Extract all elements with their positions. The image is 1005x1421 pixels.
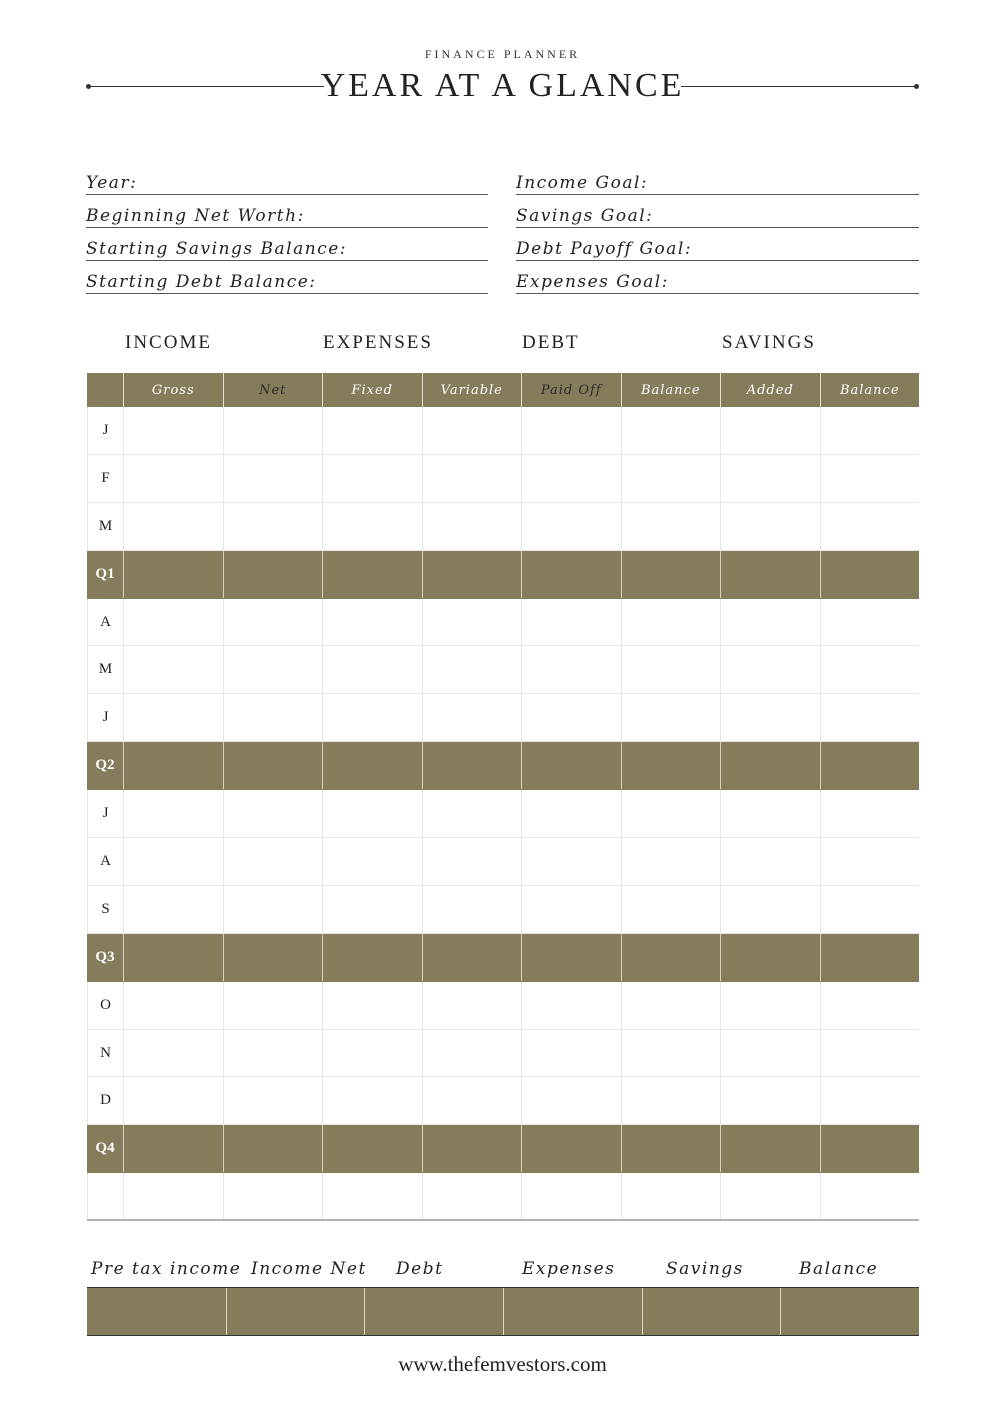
table-cell[interactable]: [521, 694, 621, 741]
table-row: [87, 407, 919, 455]
table-cell[interactable]: [820, 599, 920, 646]
summary-label-savings: Savings: [666, 1259, 744, 1279]
table-cell[interactable]: [123, 982, 223, 1029]
table-cell[interactable]: [820, 1077, 920, 1124]
table-cell[interactable]: [322, 455, 422, 502]
table-cell[interactable]: [223, 407, 323, 454]
quarter-label: Q3: [95, 948, 115, 965]
section-savings: SAVINGS: [722, 332, 816, 353]
table-cell[interactable]: [422, 551, 522, 598]
quarter-label: Q4: [95, 1140, 115, 1157]
table-cell[interactable]: [123, 1077, 223, 1124]
table-body: [87, 407, 919, 1221]
table-cell[interactable]: [223, 934, 323, 981]
month-label: F: [87, 455, 123, 502]
title-row: [86, 66, 919, 106]
table-row: [87, 790, 919, 838]
table-cell[interactable]: [720, 838, 820, 885]
table-cell[interactable]: [820, 1125, 920, 1172]
section-expenses: EXPENSES: [323, 332, 433, 353]
header-gross: Gross: [123, 373, 223, 407]
table-cell[interactable]: [621, 838, 721, 885]
table-cell[interactable]: [820, 838, 920, 885]
table-cell[interactable]: [621, 599, 721, 646]
table-cell[interactable]: [422, 503, 522, 550]
table-cell[interactable]: [720, 455, 820, 502]
table-cell[interactable]: [521, 1173, 621, 1219]
table-cell[interactable]: [720, 886, 820, 933]
header-paid-off: Paid Off: [521, 373, 621, 407]
table-row: [87, 1030, 919, 1078]
quarter-row: [87, 934, 919, 982]
table-cell[interactable]: [820, 503, 920, 550]
table-cell[interactable]: [720, 551, 820, 598]
table-cell[interactable]: [422, 599, 522, 646]
table-cell[interactable]: [123, 551, 223, 598]
table-cell[interactable]: [322, 886, 422, 933]
table-cell[interactable]: [223, 599, 323, 646]
table-cell[interactable]: [223, 1030, 323, 1077]
table-cell[interactable]: [521, 503, 621, 550]
table-cell[interactable]: [123, 742, 223, 789]
summary-cell[interactable]: [503, 1288, 642, 1335]
table-cell[interactable]: [322, 934, 422, 981]
table-cell[interactable]: [223, 551, 323, 598]
summary-bar: [87, 1287, 919, 1336]
table-cell[interactable]: [422, 694, 522, 741]
table-cell[interactable]: [322, 838, 422, 885]
table-cell[interactable]: [123, 1173, 223, 1219]
table-cell[interactable]: [621, 886, 721, 933]
table-row: [87, 694, 919, 742]
summary-label-expenses: Expenses: [522, 1259, 616, 1279]
table-cell[interactable]: [521, 742, 621, 789]
quarter-label: Q2: [95, 757, 115, 774]
table-cell[interactable]: [223, 694, 323, 741]
table-cell[interactable]: [521, 1077, 621, 1124]
summary-label-income-net: Income Net: [251, 1259, 367, 1279]
table-cell[interactable]: [123, 1125, 223, 1172]
table-cell[interactable]: [720, 982, 820, 1029]
summary-cell[interactable]: [226, 1288, 365, 1335]
table-cell[interactable]: [422, 455, 522, 502]
table-cell[interactable]: [322, 982, 422, 1029]
table-cell[interactable]: [322, 1173, 422, 1219]
table-cell[interactable]: [820, 982, 920, 1029]
table-row: [87, 503, 919, 551]
summary-label-balance: Balance: [799, 1259, 879, 1279]
table-cell[interactable]: [322, 646, 422, 693]
table-cell[interactable]: [820, 407, 920, 454]
section-debt: DEBT: [522, 332, 580, 353]
year-field[interactable]: Year:: [86, 171, 488, 195]
table-cell[interactable]: [322, 694, 422, 741]
table-cell[interactable]: [322, 790, 422, 837]
table-cell[interactable]: [621, 1077, 721, 1124]
table-cell[interactable]: [422, 934, 522, 981]
summary-cell[interactable]: [364, 1288, 503, 1335]
table-cell[interactable]: [223, 503, 323, 550]
table-cell[interactable]: [422, 790, 522, 837]
table-cell[interactable]: [720, 1125, 820, 1172]
table-row: [87, 982, 919, 1030]
savings-goal-field[interactable]: Savings Goal:: [516, 204, 919, 228]
page-title: YEAR AT A GLANCE: [320, 67, 685, 104]
table-cell[interactable]: [720, 694, 820, 741]
table-cell[interactable]: [223, 790, 323, 837]
quarter-row: [87, 1125, 919, 1173]
table-cell[interactable]: [223, 838, 323, 885]
table-cell[interactable]: [720, 1077, 820, 1124]
table-cell[interactable]: [621, 646, 721, 693]
table-cell[interactable]: [521, 790, 621, 837]
section-income: INCOME: [125, 332, 212, 353]
table-row: [87, 1077, 919, 1125]
table-cell[interactable]: [123, 646, 223, 693]
table-cell[interactable]: [322, 503, 422, 550]
debt-payoff-goal-field[interactable]: Debt Payoff Goal:: [516, 237, 919, 261]
table-cell[interactable]: [123, 407, 223, 454]
table-cell[interactable]: [123, 503, 223, 550]
month-label: N: [87, 1030, 123, 1077]
quarter-row: [87, 742, 919, 790]
table-cell[interactable]: [521, 1125, 621, 1172]
table-cell[interactable]: [422, 1125, 522, 1172]
table-row: [87, 886, 919, 934]
table-cell[interactable]: [621, 742, 721, 789]
table-cell[interactable]: [521, 407, 621, 454]
table-cell[interactable]: [521, 599, 621, 646]
month-label: J: [87, 407, 123, 454]
table-cell[interactable]: [123, 790, 223, 837]
table-cell[interactable]: [223, 886, 323, 933]
table-cell[interactable]: [123, 455, 223, 502]
table-cell[interactable]: [322, 599, 422, 646]
header-variable: Variable: [422, 373, 522, 407]
expenses-goal-field[interactable]: Expenses Goal:: [516, 270, 919, 294]
table-cell[interactable]: [422, 646, 522, 693]
table-cell[interactable]: [820, 551, 920, 598]
footer-url: www.thefemvestors.com: [398, 1352, 607, 1376]
header-debt-balance: Balance: [621, 373, 721, 407]
table-row: [87, 838, 919, 886]
month-label: [87, 1173, 123, 1219]
summary-cell[interactable]: [87, 1288, 226, 1335]
starting-debt-balance-field[interactable]: Starting Debt Balance:: [86, 270, 488, 294]
table-cell[interactable]: [820, 742, 920, 789]
table-cell[interactable]: [123, 838, 223, 885]
table-cell[interactable]: [820, 1173, 920, 1219]
table-cell[interactable]: [820, 694, 920, 741]
table-cell[interactable]: [521, 934, 621, 981]
table-cell[interactable]: [521, 982, 621, 1029]
month-label: O: [87, 982, 123, 1029]
table-cell[interactable]: [422, 1030, 522, 1077]
month-label: J: [87, 694, 123, 741]
table-cell[interactable]: [223, 982, 323, 1029]
month-label: A: [87, 599, 123, 646]
month-label: M: [87, 646, 123, 693]
table-cell[interactable]: [123, 886, 223, 933]
table-cell[interactable]: [123, 599, 223, 646]
table-cell[interactable]: [322, 407, 422, 454]
table-row: [87, 646, 919, 694]
table-cell[interactable]: [720, 646, 820, 693]
month-label: S: [87, 886, 123, 933]
table-row: [87, 455, 919, 503]
table-cell[interactable]: [820, 886, 920, 933]
table-cell[interactable]: [123, 1030, 223, 1077]
table-cell[interactable]: [621, 407, 721, 454]
summary-cell[interactable]: [642, 1288, 781, 1335]
table-cell[interactable]: [820, 646, 920, 693]
table-cell[interactable]: [422, 1173, 522, 1219]
table-cell[interactable]: [223, 742, 323, 789]
month-label: A: [87, 838, 123, 885]
table-cell[interactable]: [720, 503, 820, 550]
month-label: J: [87, 790, 123, 837]
table-cell[interactable]: [621, 982, 721, 1029]
table-cell[interactable]: [223, 1173, 323, 1219]
table-cell[interactable]: [521, 646, 621, 693]
table-cell[interactable]: [720, 599, 820, 646]
header-savings-balance: Balance: [820, 373, 920, 407]
summary-labels: [87, 1259, 919, 1283]
table-cell[interactable]: [621, 455, 721, 502]
planner-kicker: FINANCE PLANNER: [424, 47, 581, 61]
table-cell[interactable]: [621, 694, 721, 741]
table-cell[interactable]: [422, 742, 522, 789]
header-added: Added: [720, 373, 820, 407]
table-cell[interactable]: [621, 503, 721, 550]
table-row: [87, 1173, 919, 1221]
year-table: [87, 373, 919, 1221]
header-fixed: Fixed: [322, 373, 422, 407]
table-header: [87, 373, 919, 407]
income-goal-field[interactable]: Income Goal:: [516, 171, 919, 195]
summary-label-pre-tax-income: Pre tax income: [91, 1259, 242, 1279]
table-cell[interactable]: [422, 838, 522, 885]
table-cell[interactable]: [720, 407, 820, 454]
table-cell[interactable]: [820, 455, 920, 502]
table-cell[interactable]: [223, 646, 323, 693]
table-cell[interactable]: [223, 1077, 323, 1124]
table-cell[interactable]: [820, 790, 920, 837]
table-cell[interactable]: [621, 934, 721, 981]
month-label: M: [87, 503, 123, 550]
table-cell[interactable]: [720, 1030, 820, 1077]
table-cell[interactable]: [521, 838, 621, 885]
summary-cell[interactable]: [780, 1288, 919, 1335]
table-cell[interactable]: [123, 934, 223, 981]
table-cell[interactable]: [223, 1125, 323, 1172]
table-cell[interactable]: [621, 1125, 721, 1172]
month-column-header: [87, 373, 123, 407]
table-cell[interactable]: [223, 455, 323, 502]
table-cell[interactable]: [720, 742, 820, 789]
table-cell[interactable]: [521, 455, 621, 502]
table-cell[interactable]: [621, 1030, 721, 1077]
header-net: Net: [223, 373, 323, 407]
table-cell[interactable]: [422, 982, 522, 1029]
table-cell[interactable]: [422, 407, 522, 454]
table-cell[interactable]: [322, 1077, 422, 1124]
table-cell[interactable]: [820, 1030, 920, 1077]
table-cell[interactable]: [621, 551, 721, 598]
table-row: [87, 599, 919, 647]
table-cell[interactable]: [322, 551, 422, 598]
table-cell[interactable]: [322, 1125, 422, 1172]
table-cell[interactable]: [521, 551, 621, 598]
table-cell[interactable]: [422, 1077, 522, 1124]
table-cell[interactable]: [720, 1173, 820, 1219]
table-cell[interactable]: [720, 934, 820, 981]
table-cell[interactable]: [621, 790, 721, 837]
summary-label-debt: Debt: [396, 1259, 444, 1279]
month-label: D: [87, 1077, 123, 1124]
quarter-label: Q1: [95, 565, 115, 582]
beginning-net-worth-field[interactable]: Beginning Net Worth:: [86, 204, 488, 228]
table-cell[interactable]: [621, 1173, 721, 1219]
table-cell[interactable]: [322, 742, 422, 789]
table-cell[interactable]: [322, 1030, 422, 1077]
table-cell[interactable]: [720, 790, 820, 837]
table-cell[interactable]: [521, 1030, 621, 1077]
quarter-row: [87, 551, 919, 599]
table-cell[interactable]: [521, 886, 621, 933]
starting-savings-balance-field[interactable]: Starting Savings Balance:: [86, 237, 488, 261]
table-cell[interactable]: [820, 934, 920, 981]
table-cell[interactable]: [123, 694, 223, 741]
table-cell[interactable]: [422, 886, 522, 933]
